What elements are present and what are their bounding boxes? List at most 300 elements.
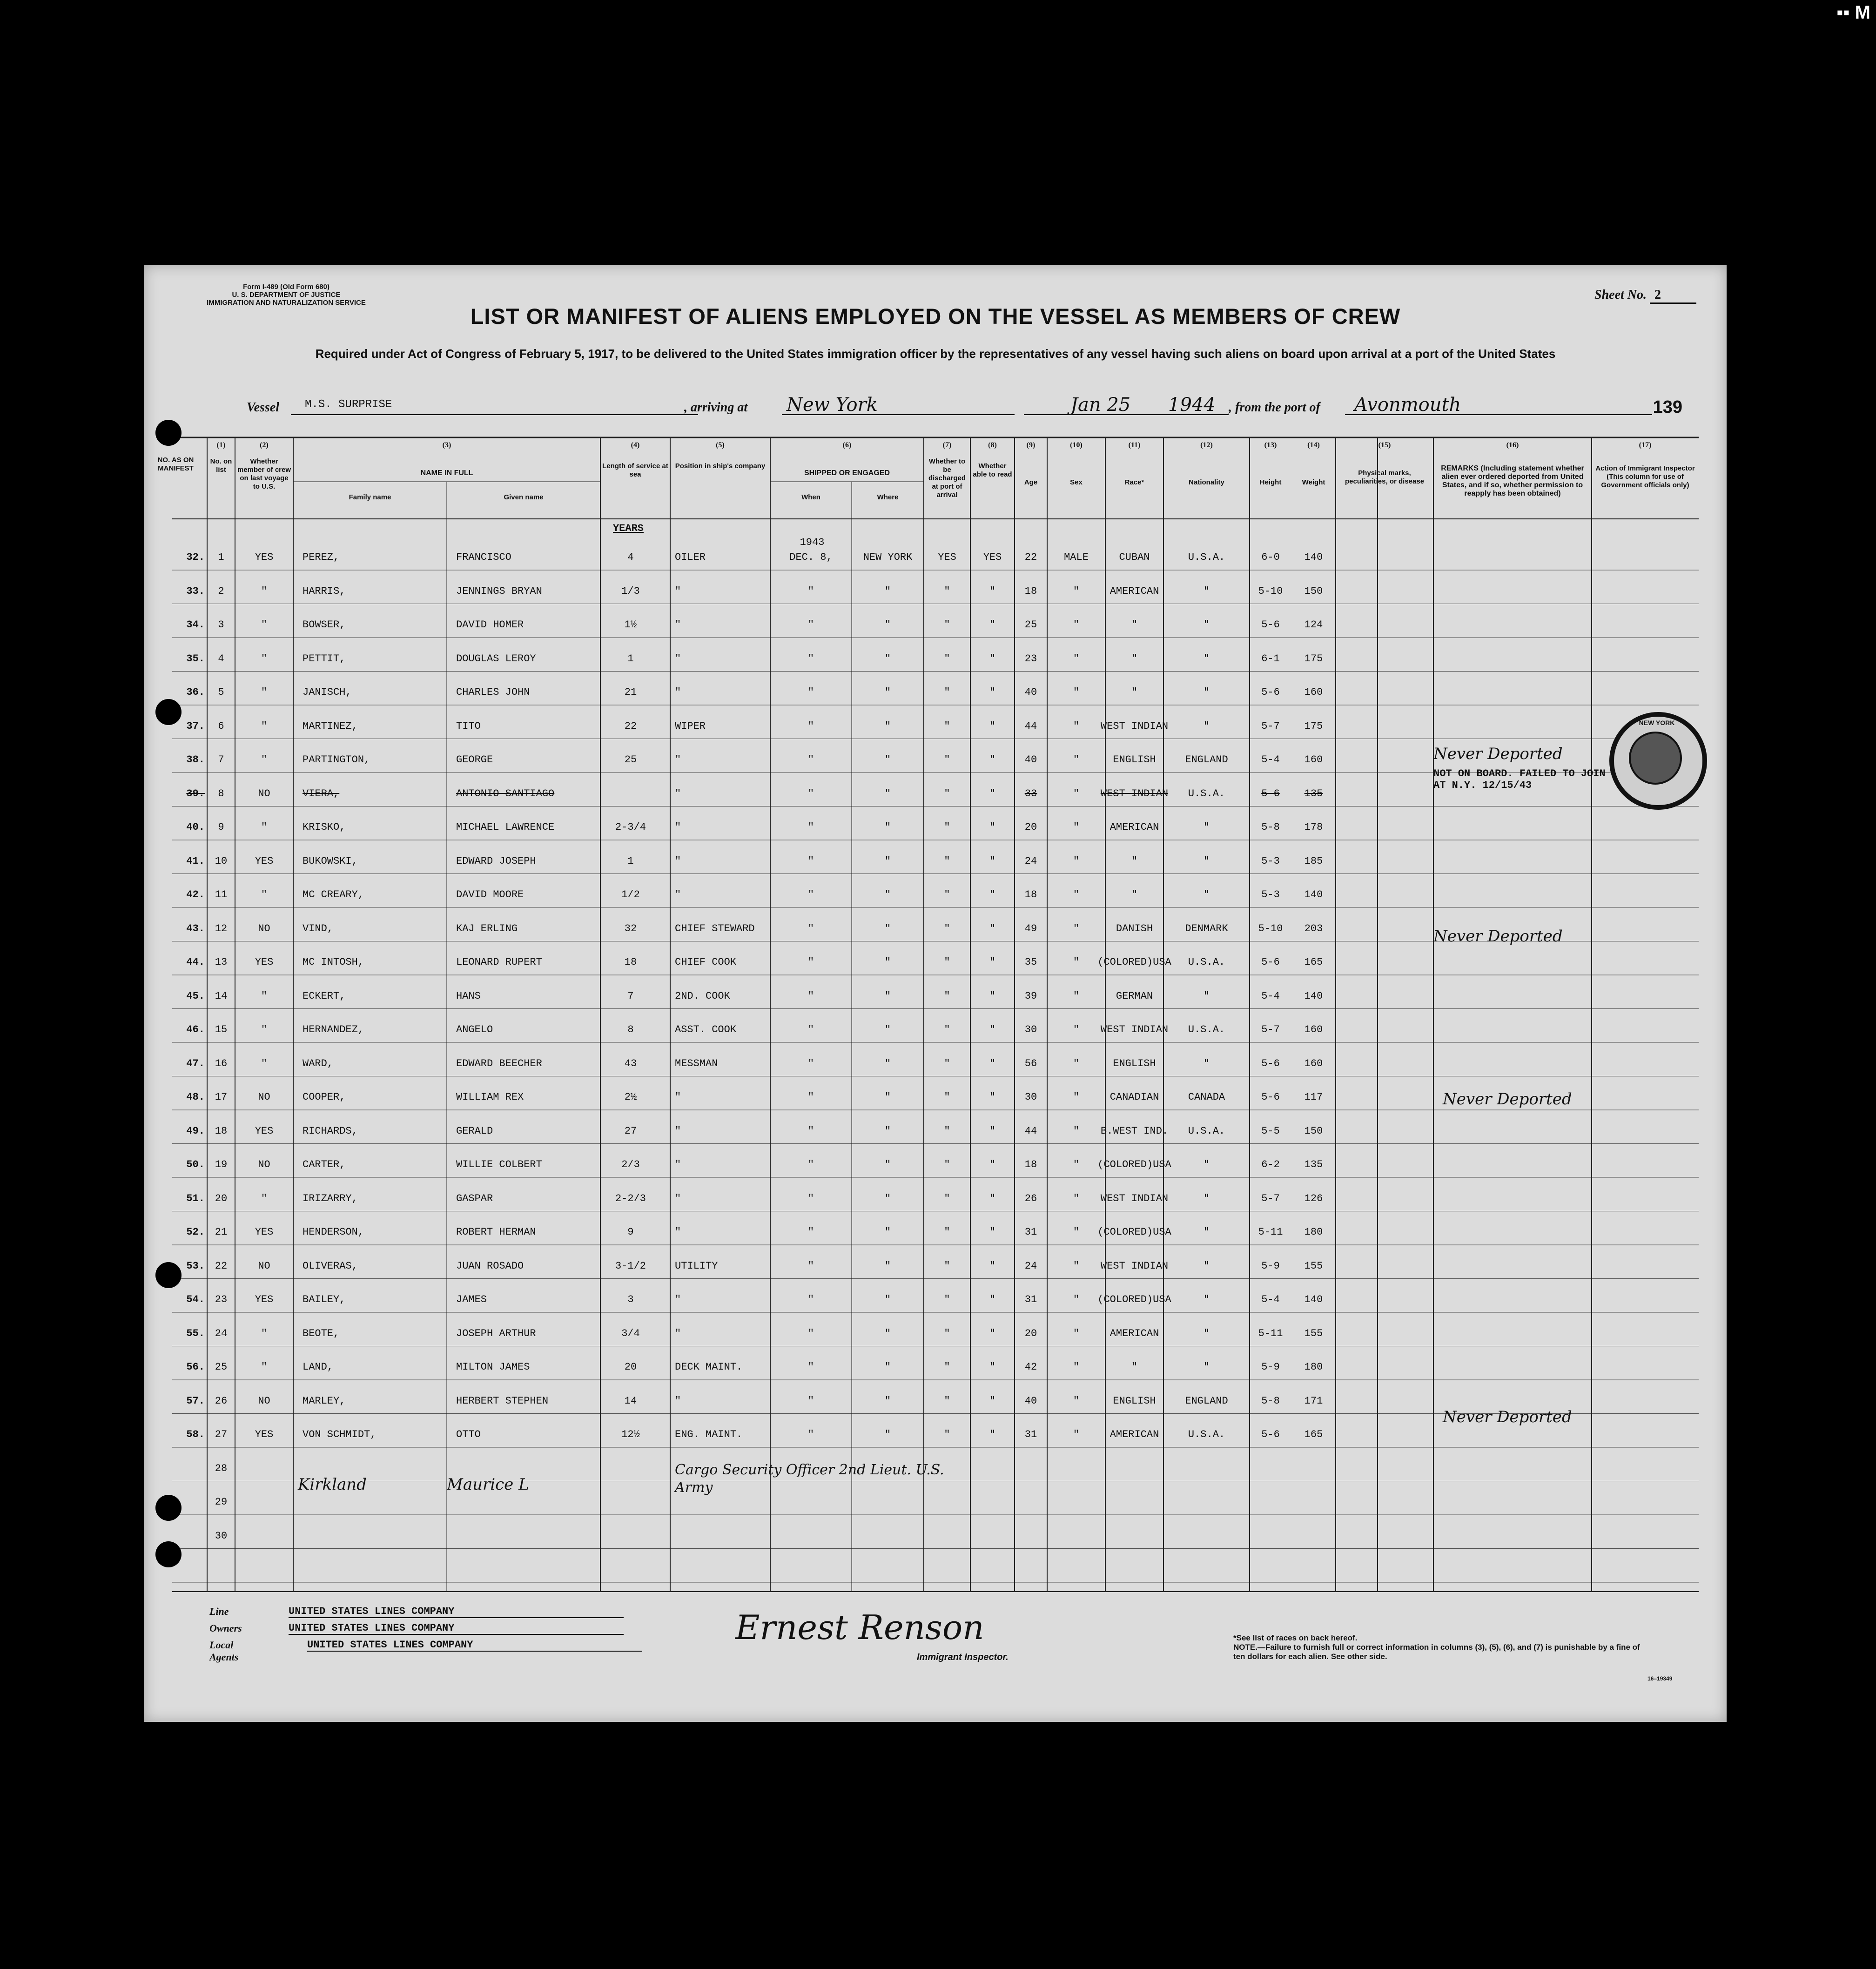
cell-m: 44. [186,956,205,968]
cell-sex: " [1073,1294,1080,1305]
cell-family: KRISKO, [303,821,346,833]
handwritten-position: Cargo Security Officer 2nd Lieut. U.S. Army [675,1462,944,1496]
cell-nat: " [1203,1226,1210,1238]
cell-when: " [807,1294,814,1305]
cell-given: HANS [456,990,481,1002]
cell-last: " [261,1057,268,1069]
cell-where: " [884,754,891,766]
cell-when: " [807,1091,814,1103]
cell-sex: " [1073,585,1080,597]
cell-ht: 5-11 [1258,1226,1283,1238]
cell-ht: 5-7 [1261,720,1280,732]
punch-hole [155,420,182,446]
cell-wt: 203 [1304,922,1323,934]
cell-read: " [989,1395,996,1407]
cell-given: MILTON JAMES [456,1361,530,1373]
column-header: Nationality [1189,478,1224,486]
cell-pos: UTILITY [675,1260,718,1272]
cell-given: JOSEPH ARTHUR [456,1327,536,1339]
cell-read: " [989,686,996,698]
cell-given: DOUGLAS LEROY [456,652,536,665]
cell-read: " [989,1294,996,1305]
cell-wt: 175 [1304,720,1323,732]
cell-dis: " [944,1429,950,1440]
column-number: (16) [1506,441,1519,449]
cell-nat: U.S.A. [1188,956,1225,968]
cell-nat: " [1203,990,1210,1002]
cell-family: BEOTE, [303,1327,340,1339]
cell-wt: 160 [1304,686,1323,698]
cell-race: DANISH [1116,922,1153,934]
cell-last: NO [258,1159,270,1170]
line-value: UNITED STATES LINES COMPANY [289,1606,624,1618]
cell-m: 37. [186,720,205,732]
cell-dis: " [944,754,950,766]
cell-wt: 155 [1304,1260,1323,1272]
cell-given: DAVID MOORE [456,889,524,900]
owners-label: Owners [209,1622,242,1634]
cell-svc: 2/3 [621,1159,640,1170]
cell-m: 47. [186,1057,205,1069]
cell-age: 30 [1024,1024,1037,1035]
cell-wt: 180 [1304,1226,1323,1238]
cell-when: " [807,787,814,800]
agents-value: UNITED STATES LINES COMPANY [307,1639,642,1652]
cell-when: " [807,1327,814,1339]
cell-pos: ASST. COOK [675,1024,737,1035]
cell-where: " [884,956,891,968]
cell-last: " [261,754,268,766]
cell-age: 44 [1024,720,1037,732]
cell-sex: " [1073,686,1080,698]
cell-race: " [1131,619,1138,631]
cell-n: 10 [215,855,228,867]
cell-age: 24 [1024,855,1037,867]
column-number: (4) [631,441,640,449]
cell-last: " [261,652,268,665]
cell-svc: 4 [627,551,634,563]
column-number: (1) [216,441,226,449]
cell-n: 5 [218,686,224,698]
cell-wt: 155 [1304,1327,1323,1339]
cell-when: " [807,990,814,1002]
cell-when: " [807,720,814,732]
cell-svc: 1 [627,855,634,867]
cell-given: CHARLES JOHN [456,686,530,698]
cell-n: 2 [218,585,224,597]
cell-m: 46. [186,1024,205,1035]
cell-ht: 5-8 [1261,821,1280,833]
cell-read: " [989,956,996,968]
cell-wt: 171 [1304,1395,1323,1407]
cell-where: " [884,787,891,800]
cell-wt: 126 [1304,1192,1323,1204]
cell-read: " [989,1192,996,1204]
column-header: Height [1259,478,1282,486]
cell-read: " [989,787,996,800]
cell-read: " [989,720,996,732]
cell-wt: 135 [1304,1159,1323,1170]
form-meta-line: U. S. DEPARTMENT OF JUSTICE [232,291,341,299]
cell-family: CARTER, [303,1159,346,1170]
cell-last: " [261,1327,268,1339]
cell-n: 11 [215,889,228,900]
cell-last: NO [258,1091,270,1103]
cell-sex: " [1073,1327,1080,1339]
cell-m: 45. [186,990,205,1002]
cell-read: " [989,821,996,833]
cell-read: " [989,855,996,867]
cell-pos: 2ND. COOK [675,990,730,1002]
cell-nat: " [1203,821,1210,833]
cell-sex: " [1073,1024,1080,1035]
cell-sex: " [1073,1429,1080,1440]
cell-n: 14 [215,990,228,1002]
from-port-value: Avonmouth [1345,396,1652,415]
cell-n: 24 [215,1327,228,1339]
cell-nat: " [1203,889,1210,900]
punch-hole [155,699,182,725]
cell-where: " [884,652,891,665]
cell-last: NO [258,922,270,934]
column-header: REMARKS (Including statement whether alien ever ordered deported from United States, and if so, whether permission to reapply has been obtained) [1441,464,1584,497]
cell-read: " [989,585,996,597]
cell-sex: " [1073,956,1080,968]
cell-sex: " [1073,754,1080,766]
cell-last: YES [255,1226,274,1238]
column-number: (13) [1264,441,1277,449]
handwritten-family-name: Kirkland [298,1475,367,1494]
cell-race: WEST INDIAN [1100,1024,1169,1035]
cell-when: " [807,1159,814,1170]
cell-read: " [989,1057,996,1069]
vessel-label: Vessel [247,400,279,415]
cell-wt: 140 [1304,889,1323,900]
cell-n: 16 [215,1057,228,1069]
cell-last: " [261,585,268,597]
cell-ht: 5-6 [1261,619,1280,631]
column-number: (5) [716,441,725,449]
cell-pos: " [675,787,681,800]
cell-given: JENNINGS BRYAN [456,585,542,597]
column-number: (11) [1128,441,1141,449]
cell-given: EDWARD JOSEPH [456,855,536,867]
cell-nat: " [1203,652,1210,665]
column-header: Weight [1302,478,1325,486]
cell-pos: MESSMAN [675,1057,718,1069]
cell-family: PEREZ, [303,551,340,563]
cell-where: " [884,1260,891,1272]
cell-svc: 32 [624,922,637,934]
column-header: Family name [349,493,391,501]
cell-wt: 185 [1304,855,1323,867]
cell-age: 40 [1024,686,1037,698]
cell-dis: " [944,1024,950,1035]
cell-m: 42. [186,889,205,900]
cell-dis: " [944,990,950,1002]
cell-age: 25 [1024,619,1037,631]
column-header: When [801,493,820,501]
cell-pos: ENG. MAINT. [675,1429,743,1440]
cell-sex: " [1073,1159,1080,1170]
column-header: NAME IN FULL [420,469,473,477]
cell-last: YES [255,855,274,867]
film-corner-mark: ▪▪ M [1836,2,1870,23]
cell-where: " [884,1024,891,1035]
column-header: Whether member of crew on last voyage to U.S. [237,457,291,491]
cell-pos: " [675,619,681,631]
cell-nat: " [1203,686,1210,698]
cell-when: " [807,754,814,766]
cell-svc: 3 [627,1294,634,1305]
cell-when: " [807,1024,814,1035]
cell-family: MARTINEZ, [303,720,358,732]
cell-race: WEST INDIAN [1100,1260,1169,1272]
cell-given: GERALD [456,1125,493,1137]
footnote [1233,1633,1652,1661]
cell-svc: 1/2 [621,889,640,900]
cell-age: 31 [1024,1294,1037,1305]
cell-n: 4 [218,652,224,665]
cell-svc: 9 [627,1226,634,1238]
cell-nat: U.S.A. [1188,1024,1225,1035]
cell-wt: 140 [1304,990,1323,1002]
cell-ht: 5-3 [1261,855,1280,867]
cell-sex: " [1073,1260,1080,1272]
cell-svc: 14 [624,1395,637,1407]
cell-race: (COLORED)USA [1097,1226,1171,1238]
cell-read: " [989,1429,996,1440]
cell-family: HERNANDEZ, [303,1024,364,1035]
cell-wt: 165 [1304,1429,1323,1440]
cell-when: " [807,1125,814,1137]
cell-n: 20 [215,1192,228,1204]
cell-family: PARTINGTON, [303,754,370,766]
cell-read: " [989,1024,996,1035]
cell-dis: " [944,1327,950,1339]
cell-age: 20 [1024,1327,1037,1339]
cell-svc: 18 [624,956,637,968]
cell-read: " [989,922,996,934]
cell-wt: 150 [1304,585,1323,597]
cell-read: YES [983,551,1002,563]
cell-dis: " [944,855,950,867]
cell-age: 31 [1024,1226,1037,1238]
cell-race: " [1131,889,1138,900]
cell-dis: " [944,1091,950,1103]
cell-pos: " [675,855,681,867]
cell-read: " [989,1159,996,1170]
cell-given: KAJ ERLING [456,922,518,934]
cell-m: 36. [186,686,205,698]
cell-family: MC CREARY, [303,889,364,900]
cell-ht: 5-9 [1261,1260,1280,1272]
cell-n: 12 [215,922,228,934]
cell-given: JUAN ROSADO [456,1260,524,1272]
cell-sex: " [1073,1395,1080,1407]
punch-hole [155,1541,182,1567]
cell-read: " [989,754,996,766]
remark-not-on-board: NOT ON BOARD. FAILED TO JOIN AT N.Y. 12/15/43 [1433,768,1606,791]
cell-given: GASPAR [456,1192,493,1204]
sheet-number-label: Sheet No. [1594,288,1647,302]
cell-where: " [884,922,891,934]
cell-given: TITO [456,720,481,732]
cell-pos: CHIEF COOK [675,956,737,968]
cell-when: " [807,1192,814,1204]
cell-sex: " [1073,1125,1080,1137]
cell-pos: " [675,821,681,833]
cell-last: YES [255,956,274,968]
cell-age: 26 [1024,1192,1037,1204]
cell-race: WEST INDIAN [1100,787,1169,800]
cell-read: " [989,1260,996,1272]
cell-n: 18 [215,1125,228,1137]
cell-n: 17 [215,1091,228,1103]
cell-dis: " [944,1226,950,1238]
cell-where: " [884,619,891,631]
cell-svc: 2-3/4 [615,821,646,833]
cell-age: 49 [1024,922,1037,934]
cell-dis: " [944,1159,950,1170]
column-number: (17) [1639,441,1652,449]
cell-where: " [884,686,891,698]
cell-svc: 1/3 [621,585,640,597]
punch-hole [155,1262,182,1288]
punch-hole [155,1495,182,1521]
cell-last: NO [258,1260,270,1272]
cell-sex: " [1073,619,1080,631]
cell-n: 3 [218,619,224,631]
cell-race: " [1131,1361,1138,1373]
column-number: (10) [1070,441,1083,449]
cell-svc: 8 [627,1024,634,1035]
cell-last: " [261,889,268,900]
cell-age: 18 [1024,1159,1037,1170]
cell-pos: " [675,1159,681,1170]
cell-sex: " [1073,1361,1080,1373]
cell-wt: 150 [1304,1125,1323,1137]
cell-pos: OILER [675,551,706,563]
cell-ht: 5-6 [1261,956,1280,968]
cell-family: BAILEY, [303,1294,346,1305]
cell-sex: MALE [1064,551,1089,563]
cell-age: 24 [1024,1260,1037,1272]
form-code: 16–19349 [1647,1675,1673,1682]
cell-given: LEONARD RUPERT [456,956,542,968]
cell-pos: " [675,889,681,900]
cell-family: WARD, [303,1057,334,1069]
cell-ht: 5-6 [1261,1091,1280,1103]
cell-m: 39. [186,787,205,800]
cell-wt: 180 [1304,1361,1323,1373]
cell-m: 34. [186,619,205,631]
manifest-sheet [144,265,1727,1722]
cell-dis: " [944,1125,950,1137]
cell-pos: " [675,1327,681,1339]
cell-where: " [884,585,891,597]
arrival-date: Jan 25 [1024,396,1210,415]
cell-nat: U.S.A. [1188,787,1225,800]
footnote-races: *See list of races on back hereof. [1233,1633,1358,1642]
cell-given: ANTONIO SANTIAGO [456,787,555,800]
cell-where: " [884,1125,891,1137]
cell-where: " [884,1327,891,1339]
cell-last: YES [255,1294,274,1305]
cell-when: " [807,686,814,698]
cell-pos: " [675,1294,681,1305]
cell-given: WILLIAM REX [456,1091,524,1103]
cell-nat: " [1203,1327,1210,1339]
cell-age: 20 [1024,821,1037,833]
cell-svc: 2½ [624,1091,637,1103]
cell-nat: U.S.A. [1188,551,1225,563]
column-number: (12) [1200,441,1213,449]
page-title: LIST OR MANIFEST OF ALIENS EMPLOYED ON THE VESSEL AS MEMBERS OF CREW [470,304,1401,329]
cell-family: LAND, [303,1361,334,1373]
cell-wt: 165 [1304,956,1323,968]
footnote-penalty: NOTE.—Failure to furnish full or correct information in columns (3), (5), (6), and (7) is punishable by a fine of ten dollars for each alien. See other side. [1233,1643,1640,1661]
cell-dis: " [944,585,950,597]
cell-dis: " [944,1192,950,1204]
cell-dis: " [944,1395,950,1407]
cell-pos: " [675,1091,681,1103]
cell-given: HERBERT STEPHEN [456,1395,549,1407]
cell-when: " [807,922,814,934]
cell-dis: " [944,956,950,968]
cell-age: 31 [1024,1429,1037,1440]
cell-ht: 5-7 [1261,1024,1280,1035]
cell-n: 13 [215,956,228,968]
cell-wt: 124 [1304,619,1323,631]
column-header: Sex [1070,478,1083,486]
cell-wt: 135 [1304,787,1323,800]
cell-ht: 5-6 [1261,1057,1280,1069]
cell-dis: " [944,1260,950,1272]
cell-nat: DENMARK [1185,922,1228,934]
cell-family: RICHARDS, [303,1125,358,1137]
arriving-value: New York [782,396,1015,415]
cell-dis: " [944,652,950,665]
cell-nat: CANADA [1188,1091,1225,1103]
column-header: Whether to be discharged at port of arrival [928,457,966,499]
cell-m: 43. [186,922,205,934]
form-meta-line: IMMIGRATION AND NATURALIZATION SERVICE [207,299,366,307]
cell-family: ECKERT, [303,990,346,1002]
cell-when: " [807,889,814,900]
cell-last: NO [258,1395,270,1407]
cell-dis: " [944,720,950,732]
column-number: (15) [1378,441,1391,449]
cell-race: " [1131,855,1138,867]
cell-sex: " [1073,889,1080,900]
cell-wt: 175 [1304,652,1323,665]
cell-nat: " [1203,1294,1210,1305]
cell-where: " [884,1226,891,1238]
cell-nat: ENGLAND [1185,754,1228,766]
cell-where: " [884,720,891,732]
cell-when: " [807,619,814,631]
arriving-label: , arriving at [684,400,748,415]
cell-dis: " [944,787,950,800]
stamp-emblem [1629,732,1682,785]
cell-race: AMERICAN [1109,821,1159,833]
cell-race: " [1131,686,1138,698]
cell-read: " [989,652,996,665]
cell-race: ENGLISH [1113,754,1156,766]
cell-ht: 5-6 [1261,1429,1280,1440]
cell-when: " [807,956,814,968]
